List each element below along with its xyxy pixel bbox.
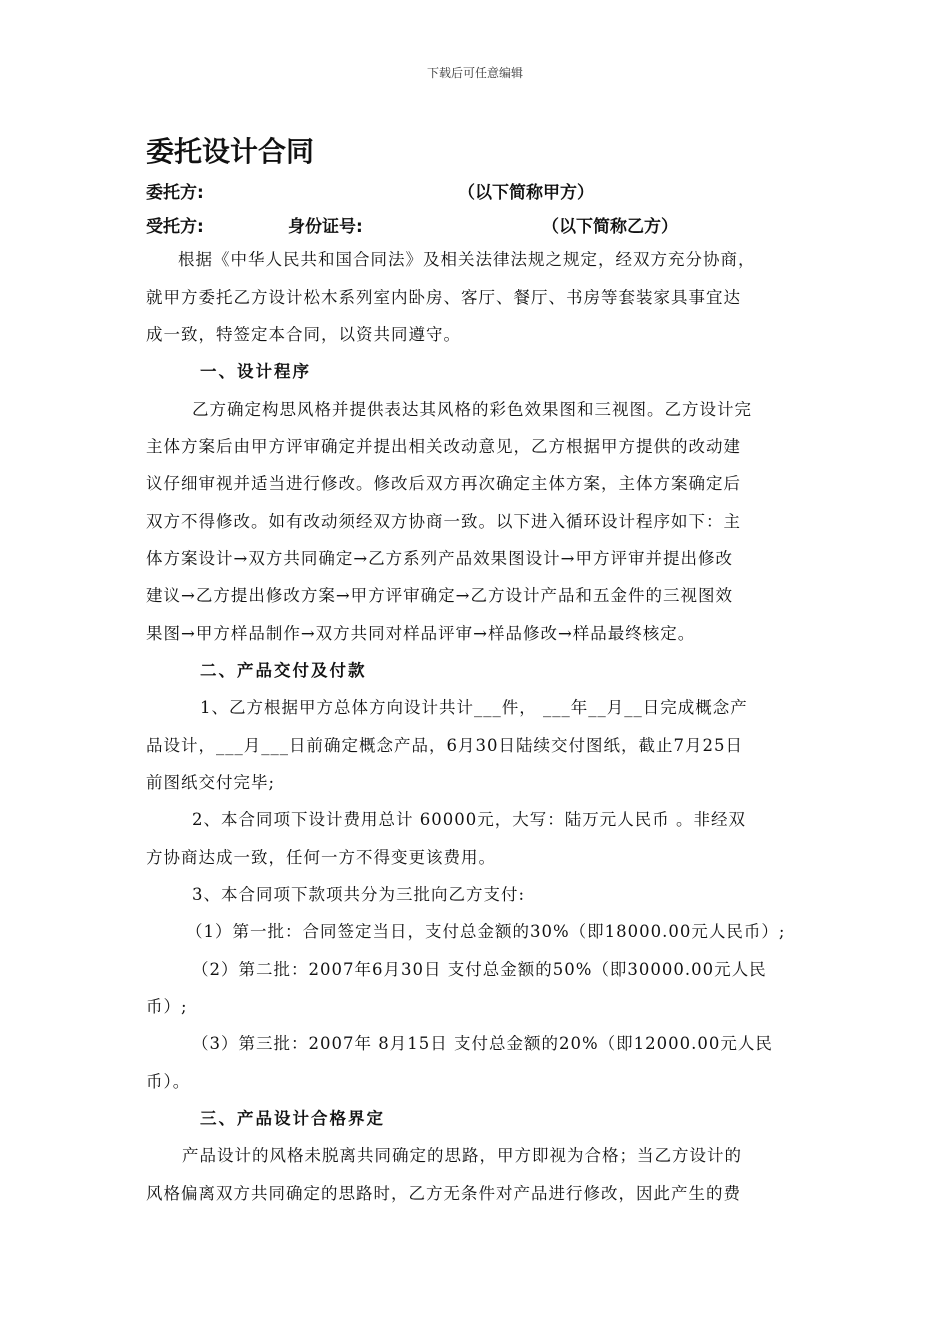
body-line: （3）第三批：2007年 8月15日 支付总金额的20%（即12000.00元人民 [192, 1034, 773, 1053]
body-line: 币）; [146, 997, 188, 1016]
body-line: 根据《中华人民共和国合同法》及相关法律法规之规定，经双方充分协商， [178, 250, 756, 269]
party-b-id-label: 身份证号: [288, 217, 363, 237]
body-line: 前图纸交付完毕; [146, 773, 276, 792]
page-header: 下载后可任意编辑 [426, 66, 523, 80]
party-a-note: （以下简称甲方） [458, 183, 594, 203]
party-b-label: 受托方: [146, 217, 204, 237]
body-line: （2）第二批：2007年6月30日 支付总金额的50%（即30000.00元人民 [192, 960, 767, 979]
body-line: 1、乙方根据甲方总体方向设计共计___件， ___年__月__日完成概念产 [200, 698, 748, 717]
body-line: 双方不得修改。如有改动须经双方协商一致。以下进入循环设计程序如下：主 [146, 512, 741, 531]
document-title: 委托设计合同 [146, 135, 315, 168]
party-b-note: （以下简称乙方） [542, 217, 678, 237]
section-heading: 一、设计程序 [200, 362, 311, 381]
body-line: 3、本合同项下款项共分为三批向乙方支付: [192, 885, 526, 904]
body-line: 方协商达成一致，任何一方不得变更该费用。 [146, 848, 496, 867]
body-line: 主体方案后由甲方评审确定并提出相关改动意见，乙方根据甲方提供的改动建 [146, 437, 741, 456]
body-line: 建议→乙方提出修改方案→甲方评审确定→乙方设计产品和五金件的三视图效 [146, 586, 733, 605]
body-line: 产品设计的风格未脱离共同确定的思路，甲方即视为合格；当乙方设计的 [182, 1146, 742, 1165]
body-line: 乙方确定构思风格并提供表达其风格的彩色效果图和三视图。乙方设计完 [192, 400, 752, 419]
body-line: 体方案设计→双方共同确定→乙方系列产品效果图设计→甲方评审并提出修改 [146, 549, 733, 568]
body-line: 风格偏离双方共同确定的思路时，乙方无条件对产品进行修改，因此产生的费 [146, 1184, 741, 1203]
section-heading: 三、产品设计合格界定 [200, 1109, 385, 1128]
body-line: 2、本合同项下设计费用总计 60000元，大写：陆万元人民币 。非经双 [192, 810, 746, 829]
body-line: 币）。 [146, 1072, 191, 1091]
party-a-label: 委托方: [146, 183, 204, 203]
body-line: 就甲方委托乙方设计松木系列室内卧房、客厅、餐厅、书房等套装家具事宜达 [146, 288, 741, 307]
body-line: 议仔细审视并适当进行修改。修改后双方再次确定主体方案，主体方案确定后 [146, 474, 741, 493]
body-line: （1）第一批：合同签定当日，支付总金额的30%（即18000.00元人民币）; [186, 922, 786, 941]
body-line: 果图→甲方样品制作→双方共同对样品评审→样品修改→样品最终核定。 [146, 624, 696, 643]
section-heading: 二、产品交付及付款 [200, 661, 367, 680]
body-line: 品设计，___月___日前确定概念产品，6月30日陆续交付图纸，截止7月25日 [146, 736, 743, 755]
body-line: 成一致，特签定本合同，以资共同遵守。 [146, 325, 461, 344]
